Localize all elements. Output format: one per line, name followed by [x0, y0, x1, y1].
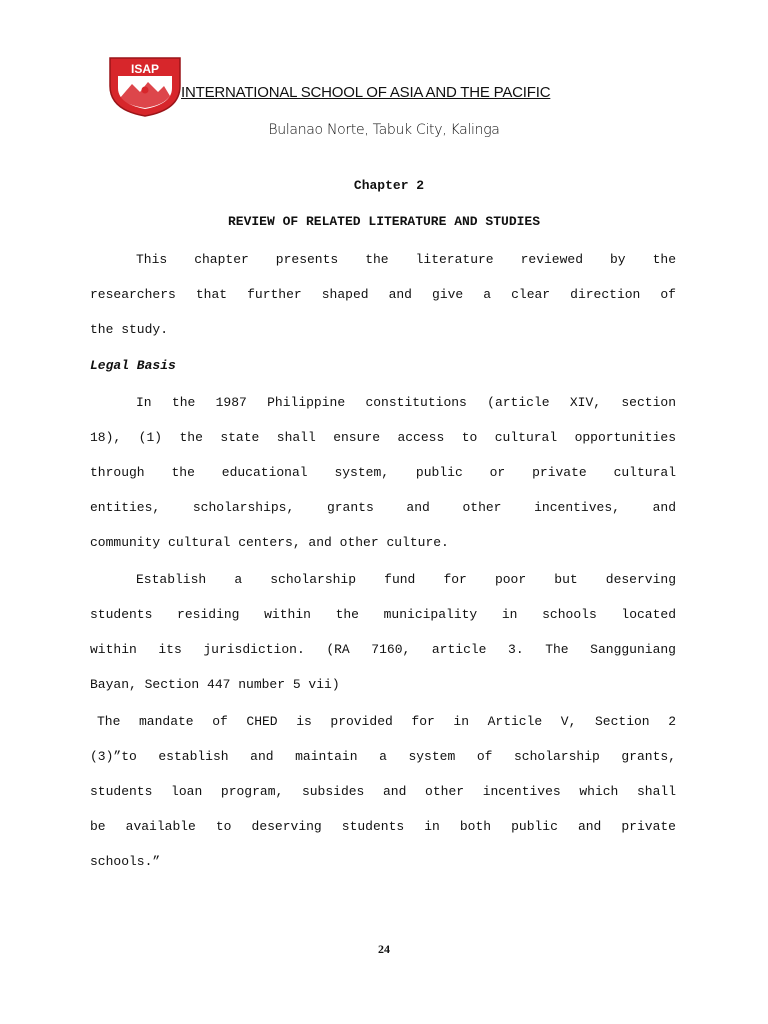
- isap-logo: [106, 52, 184, 118]
- paragraph-line: 18), (1) the state shall ensure access to cultural opportunities: [90, 430, 676, 445]
- paragraph-line: (3)”to establish and maintain a system of scholarship grants,: [90, 749, 676, 764]
- paragraph-line: schools.”: [90, 854, 161, 869]
- paragraph-line: Bayan, Section 447 number 5 vii): [90, 677, 340, 692]
- paragraph-line: through the educational system, public or private cultural: [90, 465, 676, 480]
- paragraph-line: be available to deserving students in both public and private: [90, 819, 676, 834]
- paragraph-line: In the 1987 Philippine constitutions (article XIV, section: [136, 395, 676, 410]
- chapter-title: REVIEW OF RELATED LITERATURE AND STUDIES: [227, 214, 541, 229]
- chapter-label: Chapter 2: [353, 178, 425, 193]
- paragraph-line: entities, scholarships, grants and other incentives, and: [90, 500, 676, 515]
- section-heading-legal-basis: Legal Basis: [90, 358, 176, 373]
- logo-text: ISAP: [130, 62, 160, 76]
- intro-line: the study.: [90, 322, 169, 337]
- intro-line: This chapter presents the literature reviewed by the: [136, 252, 676, 267]
- intro-line: researchers that further shaped and give a clear direction of: [90, 287, 676, 302]
- paragraph-line: within its jurisdiction. (RA 7160, article 3. The Sangguniang: [90, 642, 676, 657]
- paragraph-line: The mandate of CHED is provided for in Article V, Section 2: [97, 714, 676, 729]
- page-number: 24: [378, 942, 390, 956]
- paragraph-line: Establish a scholarship fund for poor but deserving: [136, 572, 676, 587]
- paragraph-line: students loan program, subsides and other incentives which shall: [90, 784, 676, 799]
- paragraph-line: students residing within the municipality in schools located: [90, 607, 676, 622]
- paragraph-line: community cultural centers, and other culture.: [90, 535, 449, 550]
- school-name: INTERNATIONAL SCHOOL OF ASIA AND THE PACIFIC: [181, 84, 551, 101]
- school-address: Bulanao Norte, Tabuk City, Kalinga: [268, 122, 500, 138]
